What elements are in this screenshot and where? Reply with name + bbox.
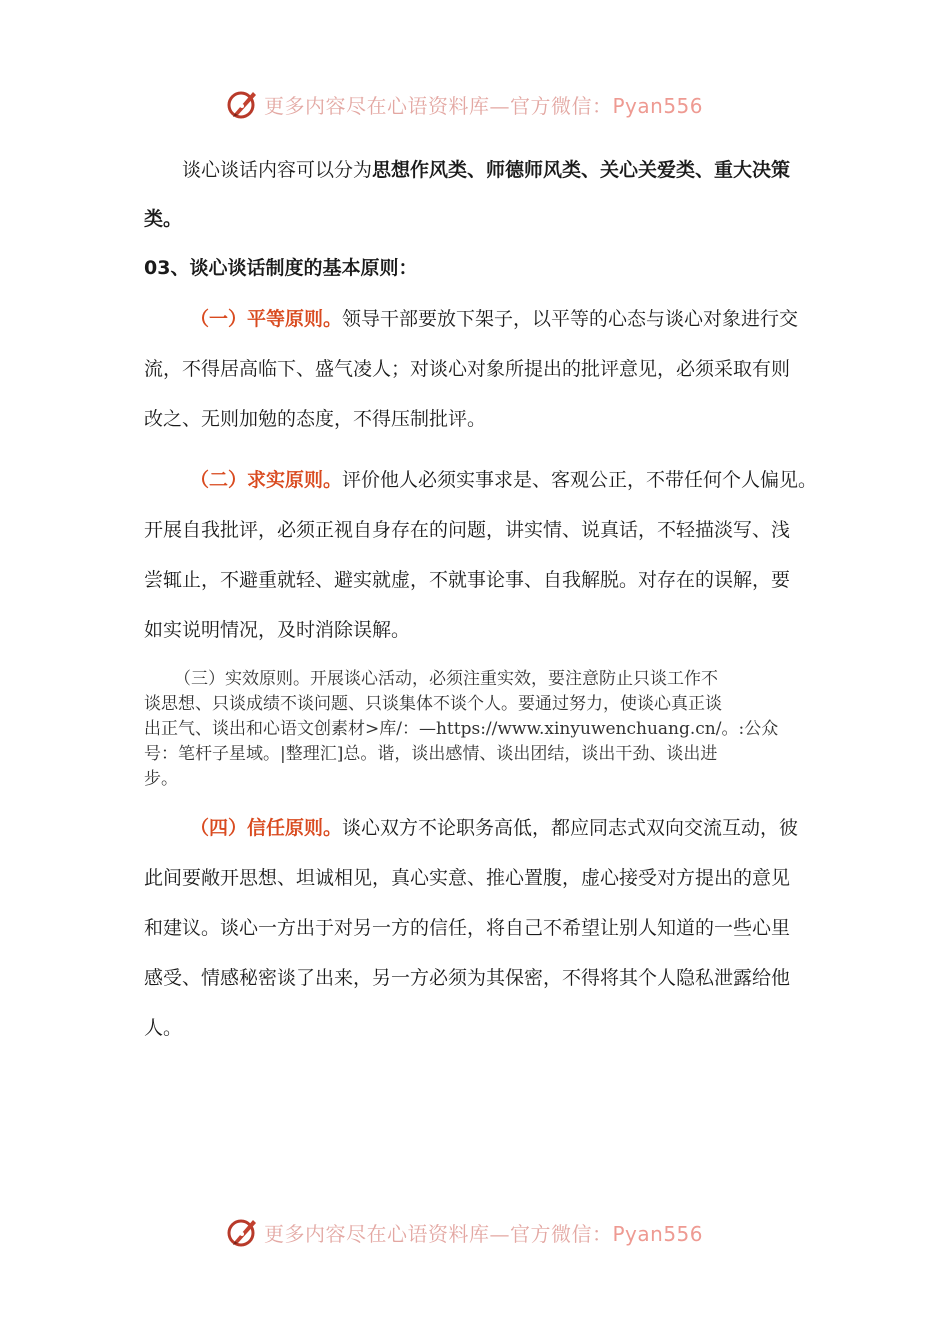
principle2-line-2: 开展自我批评，必须正视自身存在的问题，讲实情、说真话，不轻描淡写、浅 [144, 519, 791, 541]
principle1-label: （一）平等原则。 [190, 308, 343, 330]
intro-line-1 [144, 145, 809, 195]
principle2-line-4: 如实说明情况，及时消除误解。 [144, 619, 411, 641]
pen-logo-icon [226, 87, 260, 121]
footer-wechat-id: Pyan556 [612, 1221, 704, 1246]
principle3-line-5: 步。 [144, 769, 178, 789]
principle2-text-1: 评价他人必须实事求是、客观公正，不带任何个人偏见。 [342, 469, 818, 491]
principle2-label: （二）求实原则。 [190, 469, 343, 491]
principle4-line-2: 此间要敞开思想、坦诚相见，真心实意、推心置腹，虚心接受对方提出的意见 [144, 867, 791, 889]
principle4-line-1 [144, 803, 809, 853]
intro-bold-text: 思想作风类、师德师风类、关心关爱类、重大决策 [372, 159, 791, 181]
footer-banner [226, 1212, 746, 1252]
header-banner [226, 84, 746, 124]
pen-logo-icon [226, 1215, 260, 1249]
footer-banner-text [264, 1218, 703, 1247]
principle1-line-1 [144, 294, 809, 344]
section-heading: 03、谈心谈话制度的基本原则： [144, 257, 418, 279]
principle3-line-2: 谈思想、只谈成绩不谈问题、只谈集体不谈个人。要通过努力，使谈心真正谈 [144, 694, 722, 714]
principle1-text-1: 领导干部要放下架子，以平等的心态与谈心对象进行交 [342, 308, 799, 330]
principle3-line-1: （三）实效原则。开展谈心活动，必须注重实效，要注意防止只谈工作不 [174, 669, 718, 689]
header-banner-text [264, 90, 703, 119]
intro-line-2: 类。 [144, 208, 183, 230]
principle2-line-3: 尝辄止，不避重就轻、避实就虚，不就事论事、自我解脱。对存在的误解，要 [144, 569, 791, 591]
principle4-line-4: 感受、情感秘密谈了出来，另一方必须为其保密，不得将其个人隐私泄露给他 [144, 967, 791, 989]
header-wechat-id: Pyan556 [612, 93, 704, 118]
footer-banner-label: 更多内容尽在心语资料库—官方微信： [264, 1221, 613, 1246]
principle3-line-3: 出正气、谈出和心语文创素材>库/：—https://www.xinyuwenchuang.cn/。:公众 [144, 719, 779, 739]
principle2-line-1 [144, 455, 818, 505]
principle4-label: （四）信任原则。 [190, 817, 343, 839]
principle3-line-4: 号：笔杆子星域。|整理汇]总。谐，谈出感情、谈出团结，谈出干劲、谈出进 [144, 744, 718, 764]
principle4-text-1: 谈心双方不论职务高低，都应同志式双向交流互动，彼 [342, 817, 799, 839]
principle1-line-2: 流，不得居高临下、盛气凌人；对谈心对象所提出的批评意见，必须采取有则 [144, 358, 791, 380]
principle4-line-3: 和建议。谈心一方出于对另一方的信任，将自己不希望让别人知道的一些心里 [144, 917, 791, 939]
principle1-line-3: 改之、无则加勉的态度，不得压制批评。 [144, 408, 487, 430]
principle4-line-5: 人。 [144, 1017, 183, 1039]
header-banner-label: 更多内容尽在心语资料库—官方微信： [264, 93, 613, 118]
intro-plain-text: 谈心谈话内容可以分为 [182, 159, 373, 181]
